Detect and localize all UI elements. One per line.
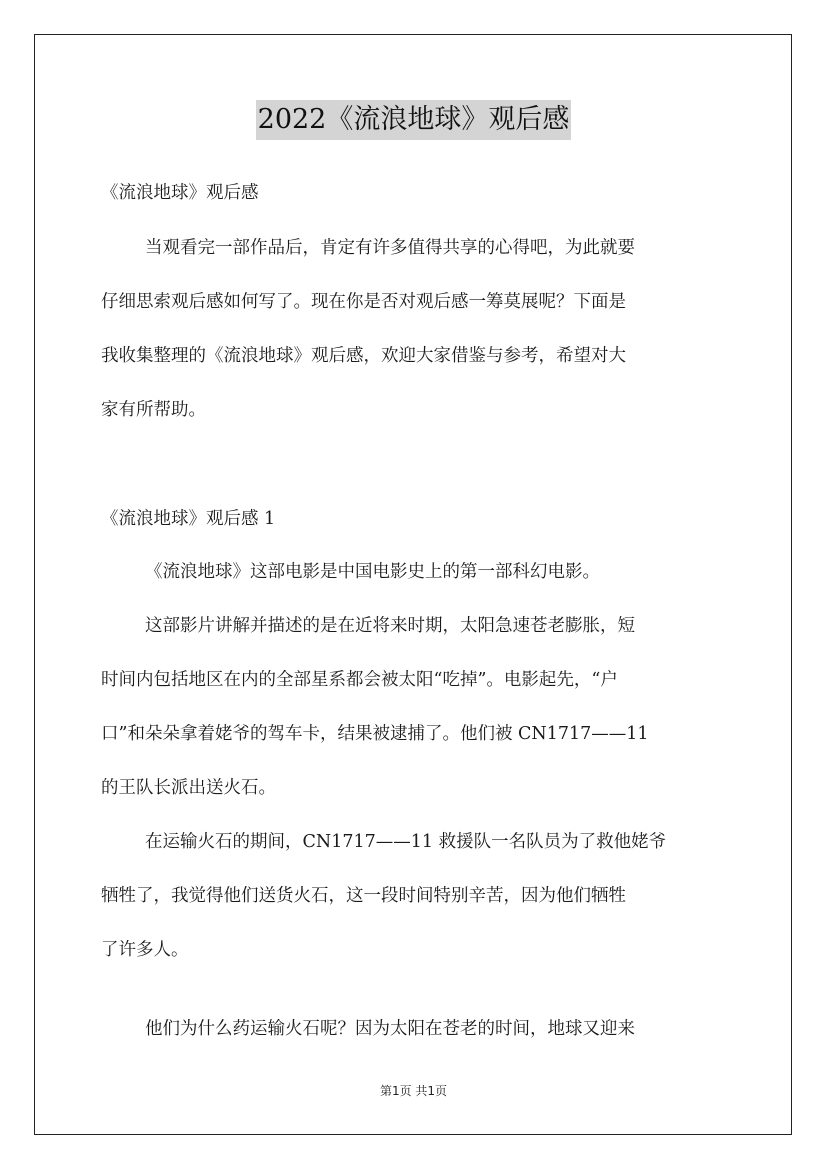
paragraph-1 xyxy=(101,559,726,613)
intro-line-3: 我收集整理的《流浪地球》观后感，欢迎大家借鉴与参考，希望对大 xyxy=(101,346,626,366)
paragraph-3 xyxy=(101,829,726,991)
paragraph-2-line-3: 口”和朵朵拿着姥爷的驾车卡，结果被逮捕了。他们被 CN1717——11 xyxy=(101,724,649,744)
paragraph-3-line-3: 了许多人。 xyxy=(101,940,189,960)
paragraph-4 xyxy=(101,1016,726,1070)
title-container xyxy=(0,100,827,140)
paragraph-2 xyxy=(101,613,726,829)
intro-paragraph xyxy=(101,235,726,451)
paragraph-4-line-1: 他们为什么药运输火石呢？因为太阳在苍老的时间，地球又迎来 xyxy=(145,1019,635,1039)
paragraph-3-line-1: 在运输火石的期间，CN1717——11 救援队一名队员为了救他姥爷 xyxy=(145,832,667,852)
paragraph-2-line-2: 时间内包括地区在内的全部星系都会被太阳“吃掉”。电影起先，“户 xyxy=(101,670,618,690)
intro-line-2: 仔细思索观后感如何写了。现在你是否对观后感一筹莫展呢？下面是 xyxy=(101,292,626,312)
paragraph-3-line-2: 牺牲了，我觉得他们送货火石，这一段时间特别辛苦，因为他们牺牲 xyxy=(101,886,626,906)
paragraph-1-line: 《流浪地球》这部电影是中国电影史上的第一部科幻电影。 xyxy=(145,562,600,582)
intro-line-4: 家有所帮助。 xyxy=(101,400,206,420)
document-title: 2022《流浪地球》观后感 xyxy=(256,100,572,140)
subheading: 《流浪地球》观后感 xyxy=(101,183,259,203)
page-footer: 第1页 共1页 xyxy=(379,1084,448,1098)
intro-line-1: 当观看完一部作品后，肯定有许多值得共享的心得吧，为此就要 xyxy=(145,238,635,258)
paragraph-2-line-4: 的王队长派出送火石。 xyxy=(101,778,276,798)
paragraph-2-line-1: 这部影片讲解并描述的是在近将来时期，太阳急速苍老膨胀，短 xyxy=(145,616,635,636)
section-heading: 《流浪地球》观后感 1 xyxy=(101,509,276,529)
